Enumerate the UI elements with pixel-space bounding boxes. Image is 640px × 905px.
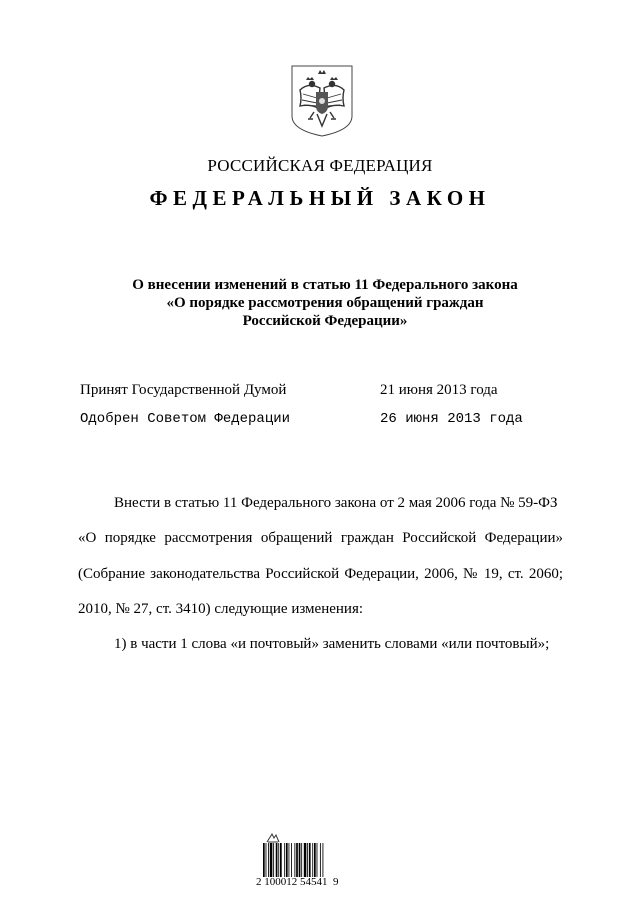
law-title-line: «О порядке рассмотрения обращений граждан	[166, 295, 484, 311]
coat-of-arms-icon	[290, 64, 354, 138]
barcode-number: 2 100012 54541 9	[256, 876, 339, 888]
amendment-item: 1) в части 1 слова «и почтовый» заменить словами «или почтовый»;	[114, 636, 550, 652]
law-title-line: О внесении изменений в статью 11 Федерального закона	[132, 277, 518, 293]
body-paragraph-line: 2010, № 27, ст. 3410) следующие изменения:	[78, 601, 364, 617]
document-type: ФЕДЕРАЛЬНЫЙ ЗАКОН	[149, 186, 491, 210]
duma-adoption-label: Принят Государственной Думой	[80, 382, 287, 398]
council-approval-label: Одобрен Советом Федерации	[80, 411, 291, 427]
body-paragraph-line: «О порядке рассмотрения обращений граждан Российской Федерации»	[78, 530, 563, 546]
law-title-line: Российской Федерации»	[242, 313, 408, 329]
stamp-mark-icon	[266, 833, 280, 843]
duma-adoption-date: 21 июня 2013 года	[380, 382, 498, 398]
council-approval-date: 26 июня 2013 года	[380, 411, 523, 427]
country-name: РОССИЙСКАЯ ФЕДЕРАЦИЯ	[207, 156, 433, 175]
law-title	[80, 276, 570, 330]
body-paragraph-line: (Собрание законодательства Российской Федерации, 2006, № 19, ст. 2060;	[78, 566, 563, 582]
barcode	[262, 843, 344, 877]
body-paragraph-line: Внести в статью 11 Федерального закона от 2 мая 2006 года № 59-ФЗ	[114, 495, 558, 511]
